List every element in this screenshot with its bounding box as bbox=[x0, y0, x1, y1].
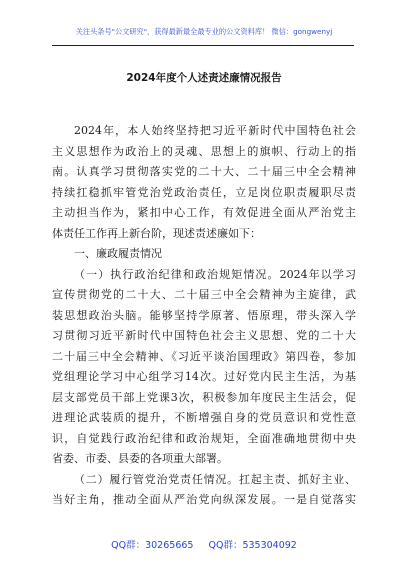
body-line: 2024年，本人始终坚持把习近平新时代中国特色社会 bbox=[74, 124, 356, 137]
body-line: 进理论武装质的提升，不断增强自身的党员意识和党性意 bbox=[52, 411, 356, 424]
body-line: 习贯彻习近平新时代中国特色社会主义思想、党的二十大 bbox=[52, 329, 356, 342]
body-line: 一、廉政履责情况 bbox=[74, 247, 162, 260]
body-line: 体责任工作再上新台阶，现述责述廉如下： bbox=[52, 226, 261, 240]
document-title: 2024年度个人述责述廉情况报告 bbox=[126, 72, 282, 84]
body-line: 当好主角，推动全面从严治党向纵深发展。一是自觉落实 bbox=[52, 493, 356, 506]
qq-group-1: QQ群：30265665 bbox=[111, 540, 194, 551]
body-line: 宣传贯彻党的二十大、二十届三中全会精神为主旋律，武 bbox=[52, 288, 356, 301]
body-line: 省委、市委、县委的各项重大部署。 bbox=[52, 452, 228, 465]
qq-group-2: QQ群：535304092 bbox=[208, 540, 297, 551]
body-line: 层支部党员干部上党课3次，积极参加年度民主生活会，促 bbox=[52, 390, 356, 404]
body-line: （一）执行政治纪律和政治规矩情况。2024年以学习 bbox=[74, 267, 356, 281]
body-line: （二）履行管党治党责任情况。扛起主责、抓好主业、 bbox=[74, 472, 356, 486]
body-line: 南。认真学习贯彻落实党的二十大、二十届三中全会精神 bbox=[52, 165, 356, 178]
header-note: 关注头条号"公文研究"，获得最新最全最专业的公文资料库！ 微信：gongwenyj bbox=[75, 27, 333, 36]
body-line: 二十届三中全会精神、《习近平谈治国理政》第四卷，参加 bbox=[52, 349, 356, 363]
body-line: 持续扛稳抓牢管党治党政治责任，立足岗位职责履职尽责 bbox=[52, 185, 356, 199]
body-line: 党组理论学习中心组学习14次。过好党内民主生活，为基 bbox=[52, 370, 356, 383]
body-line: 主动担当作为，紧扣中心工作，有效促进全面从严治党主 bbox=[52, 206, 356, 219]
body-line: 主义思想作为政治上的灵魂、思想上的旗帜、行动上的指 bbox=[52, 144, 356, 158]
footer-contact bbox=[0, 537, 408, 551]
body-line: 识，自觉践行政治纪律和政治规矩，全面准确地贯彻中央 bbox=[52, 431, 356, 445]
document-body bbox=[52, 121, 356, 511]
body-line: 装思想政治头脑。能够坚持学原著、悟原理，带头深入学 bbox=[52, 308, 356, 322]
header-divider bbox=[52, 45, 354, 46]
